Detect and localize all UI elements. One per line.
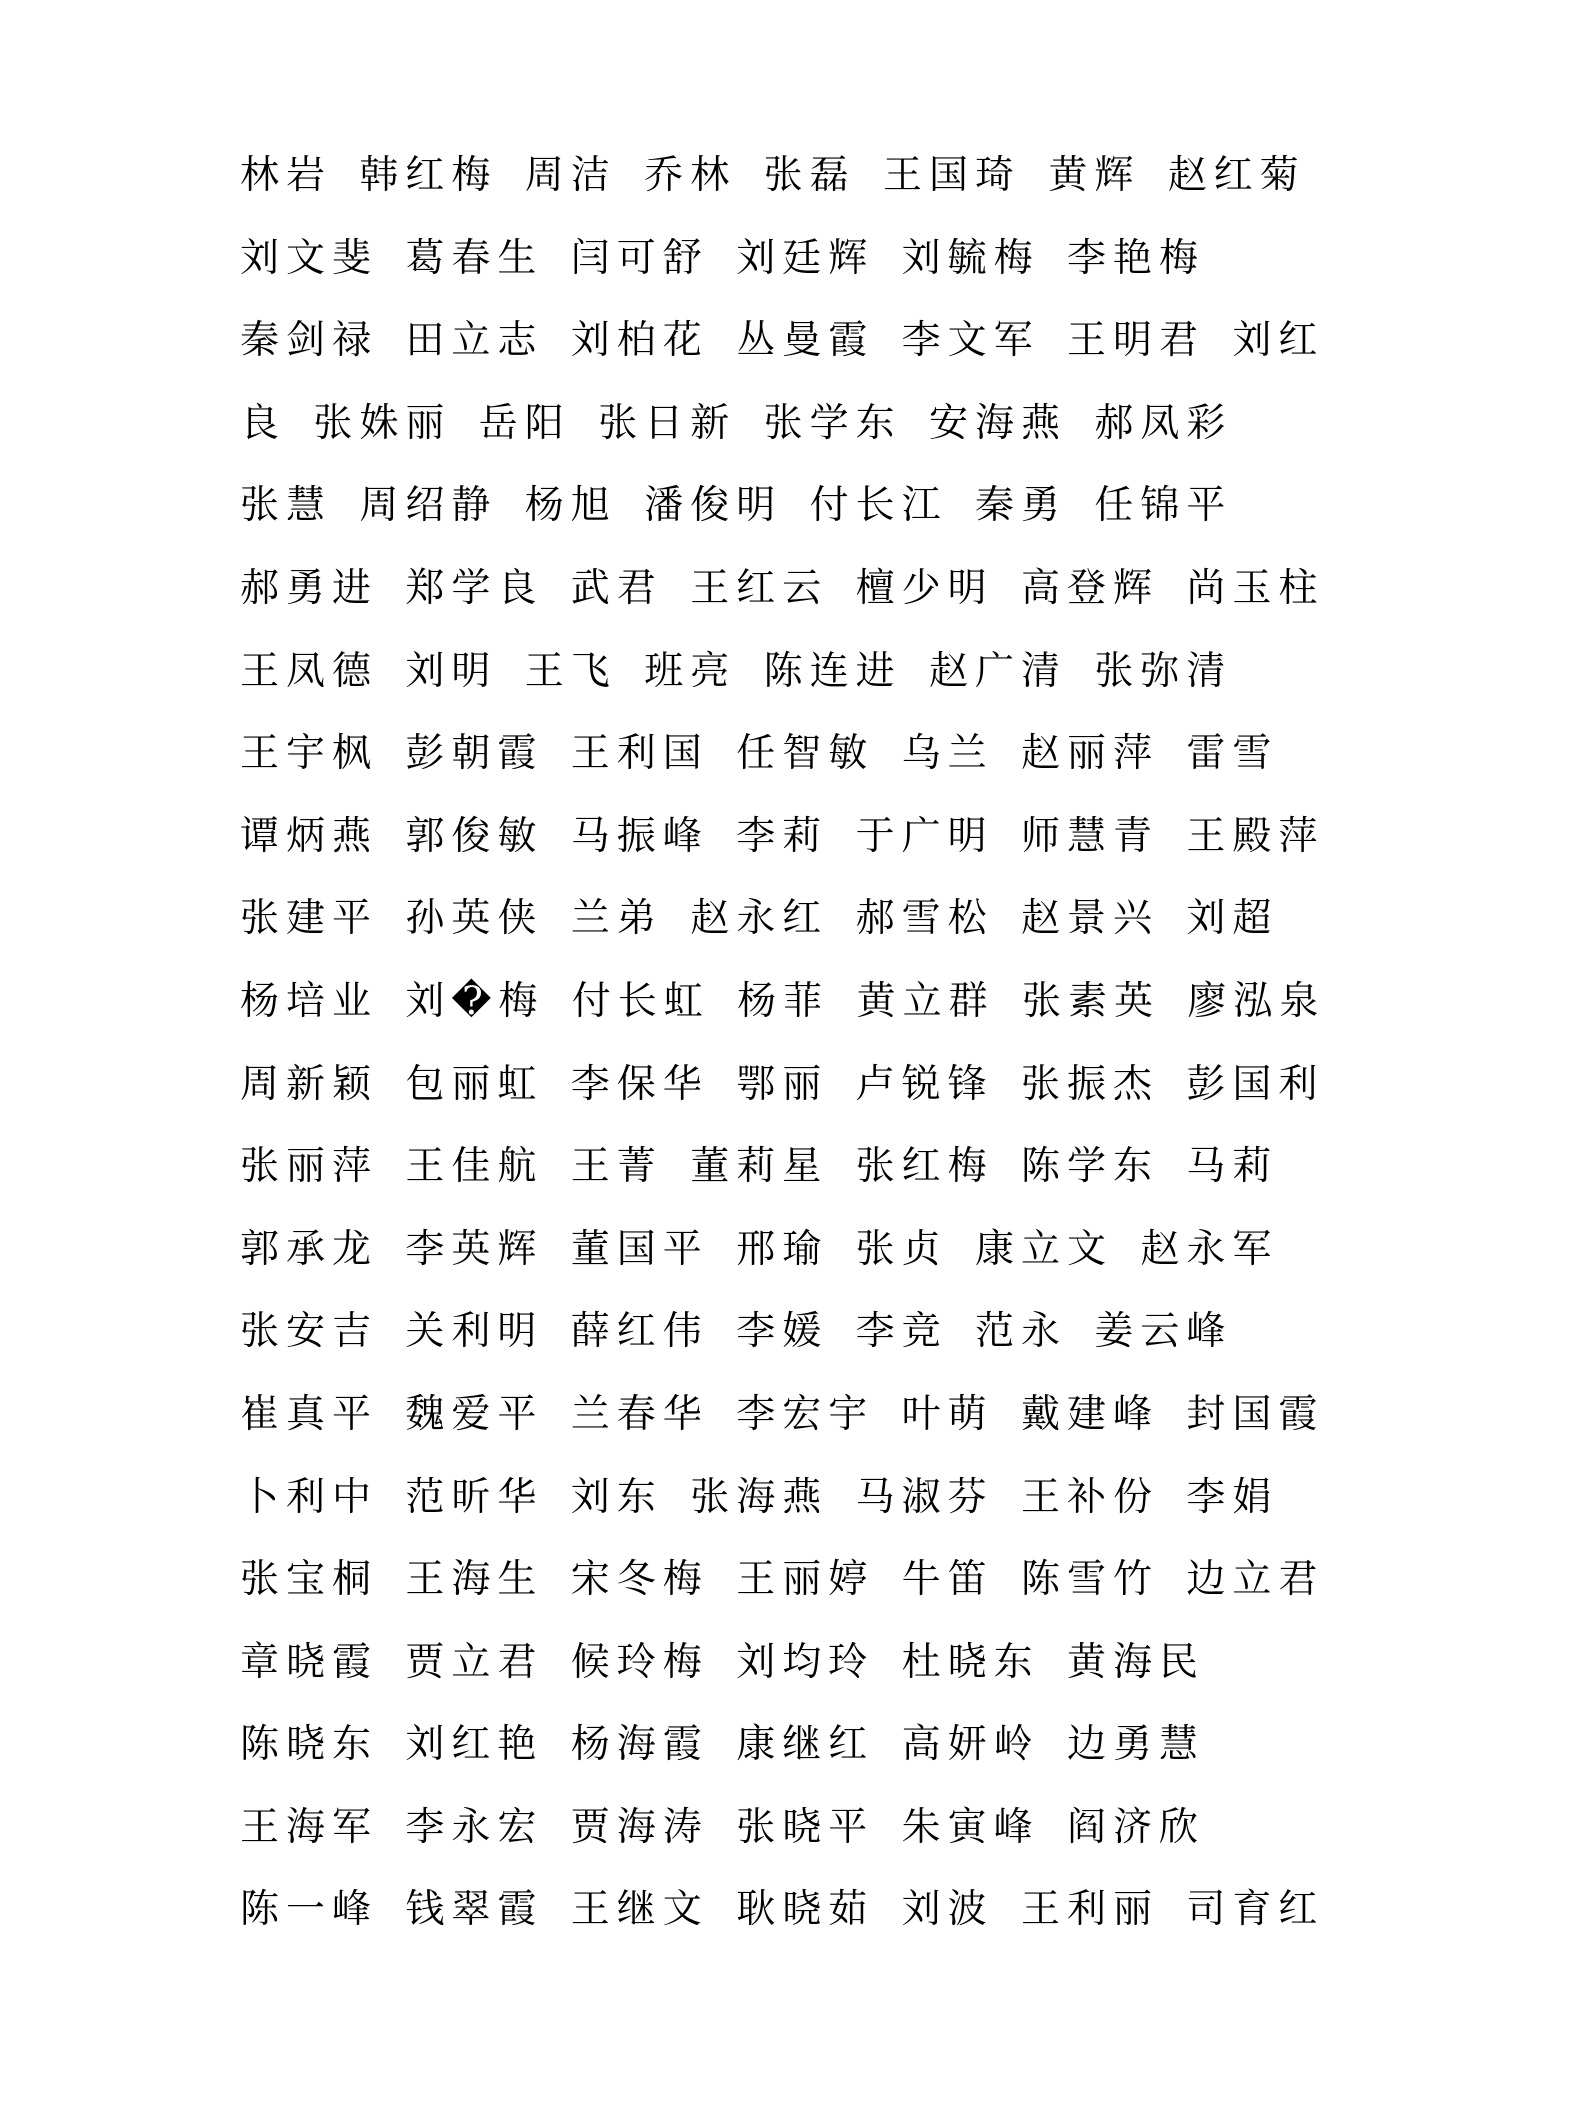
name-line-8: 王宇枫 彭朝霞 王利国 任智敏 乌兰 赵丽萍 雷雪 (240, 731, 1279, 777)
name-line-9: 谭炳燕 郭俊敏 马振峰 李莉 于广明 师慧青 王殿萍 (240, 813, 1325, 859)
name-line-3: 秦剑禄 田立志 刘柏花 丛曼霞 李文军 王明君 刘红 (240, 318, 1325, 364)
name-line-17: 卜利中 范昕华 刘东 张海燕 马淑芬 王补份 李娟 (240, 1474, 1279, 1520)
name-line-15: 张安吉 关利明 薛红伟 李媛 李竞 范永 姜云峰 (240, 1309, 1233, 1355)
name-line-6: 郝勇进 郑学良 武君 王红云 檀少明 高登辉 尚玉柱 (240, 565, 1325, 611)
name-line-12: 周新颖 包丽虹 李保华 鄂丽 卢锐锋 张振杰 彭国利 (240, 1061, 1325, 1107)
name-line-1: 林岩 韩红梅 周洁 乔林 张磊 王国琦 黄辉 赵红菊 (240, 153, 1306, 198)
name-list (240, 146, 1360, 1963)
name-line-4: 良 张姝丽 岳阳 张日新 张学东 安海燕 郝凤彩 (240, 400, 1233, 446)
name-line-21: 王海军 李永宏 贾海涛 张晓平 朱寅峰 阎济欣 (240, 1804, 1205, 1850)
name-line-5: 张慧 周绍静 杨旭 潘俊明 付长江 秦勇 任锦平 (240, 483, 1233, 529)
name-line-11: 杨培业 刘�梅 付长虹 杨菲 黄立群 张素英 廖泓泉 (240, 978, 1326, 1024)
name-line-22: 陈一峰 钱翠霞 王继文 耿晓茹 刘波 王利丽 司育红 (240, 1887, 1325, 1933)
name-line-2: 刘文斐 葛春生 闫可舒 刘廷辉 刘毓梅 李艳梅 (240, 235, 1205, 281)
name-line-7: 王凤德 刘明 王飞 班亮 陈连进 赵广清 张弥清 (240, 648, 1233, 694)
name-line-10: 张建平 孙英侠 兰弟 赵永红 郝雪松 赵景兴 刘超 (240, 896, 1279, 942)
name-line-19: 章晓霞 贾立君 候玲梅 刘均玲 杜晓东 黄海民 (240, 1639, 1205, 1685)
name-line-18: 张宝桐 王海生 宋冬梅 王丽婷 牛笛 陈雪竹 边立君 (240, 1557, 1325, 1603)
name-line-14: 郭承龙 李英辉 董国平 邢瑜 张贞 康立文 赵永军 (240, 1226, 1279, 1272)
name-line-13: 张丽萍 王佳航 王菁 董莉星 张红梅 陈学东 马莉 (240, 1144, 1279, 1190)
name-line-20: 陈晓东 刘红艳 杨海霞 康继红 高妍岭 边勇慧 (240, 1722, 1205, 1768)
name-line-16: 崔真平 魏爱平 兰春华 李宏宇 叶萌 戴建峰 封国霞 (240, 1391, 1325, 1437)
